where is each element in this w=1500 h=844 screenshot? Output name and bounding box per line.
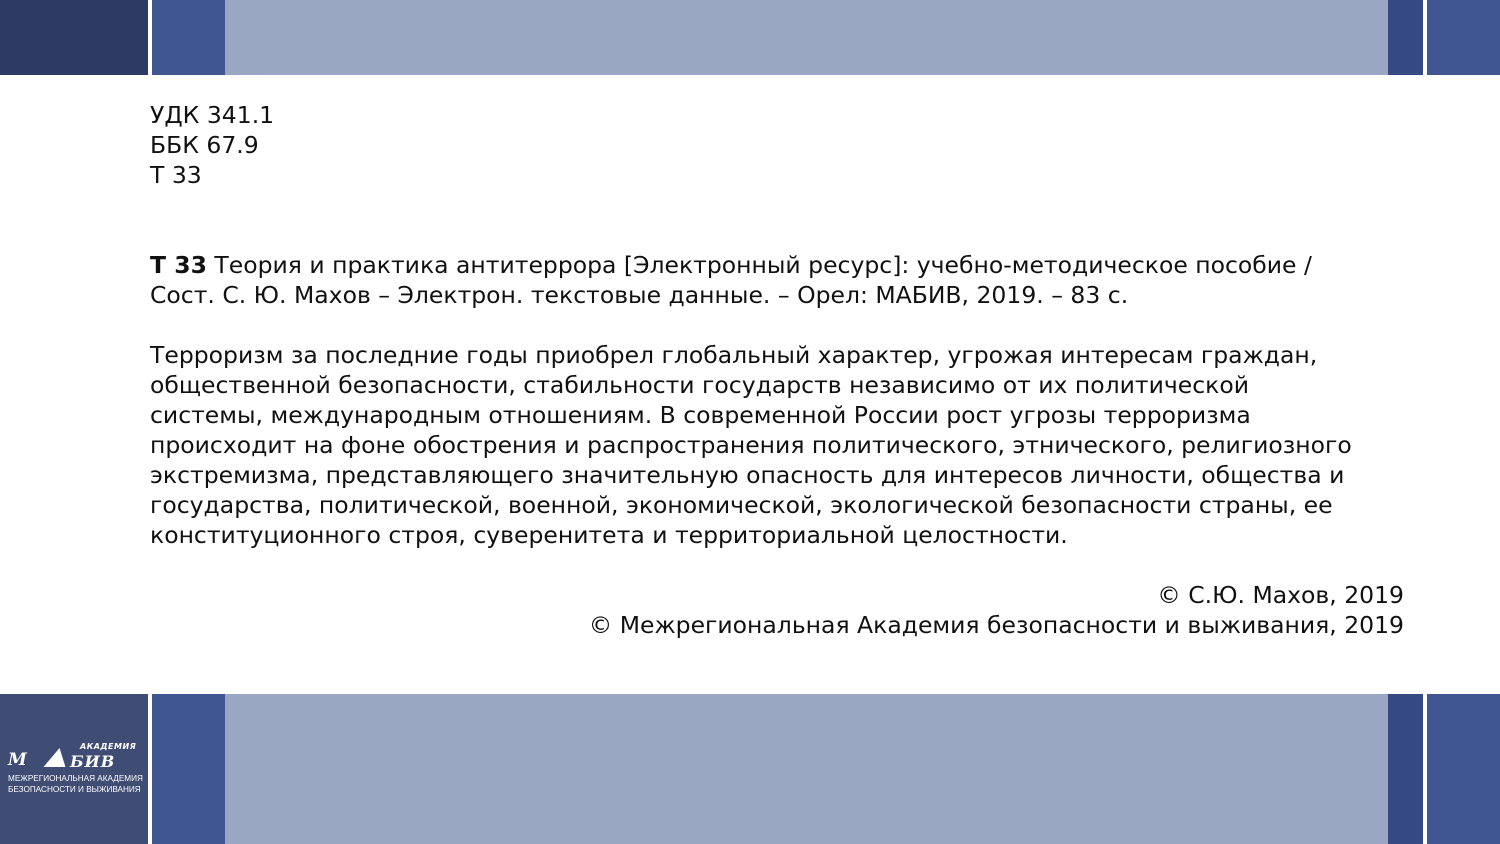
logo-word-left: М (8, 750, 29, 770)
logo-subtitle-line-1: МЕЖРЕГИОНАЛЬНАЯ АКАДЕМИЯ (8, 774, 143, 783)
author-mark: Т 33 (150, 161, 202, 189)
bbk-code: ББК 67.9 (150, 131, 259, 159)
abstract-line: государства, политической, военной, экономической, экологической безопасности страны, ее (150, 491, 1333, 519)
copyright-author: © С.Ю. Махов, 2019 (1157, 581, 1404, 609)
logo-word-right: БИВ (70, 752, 116, 771)
abstract-line: системы, международным отношениям. В современной России рост угрозы терроризма (150, 401, 1251, 429)
copyright-block (150, 580, 1410, 640)
biblio-code: Т 33 (150, 251, 207, 279)
classification-codes (150, 100, 1410, 190)
logo-subtitle (8, 773, 148, 795)
bottom-band-block-mid (152, 694, 225, 844)
abstract-line: происходит на фоне обострения и распространения политического, этнического, религиозного (150, 431, 1352, 459)
logo-academy-text: АКАДЕМИЯ (80, 742, 137, 751)
biblio-line-1 (150, 250, 1410, 280)
top-band-block-mid (152, 0, 225, 75)
bottom-decorative-band (0, 694, 1500, 844)
top-decorative-band (0, 0, 1500, 75)
copyright-academy: © Межрегиональная Академия безопасности и выживания, 2019 (588, 611, 1404, 639)
top-band-block-right (1427, 0, 1500, 75)
abstract-paragraph (150, 340, 1410, 550)
biblio-title: Теория и практика антитеррора [Электронный ресурс]: учебно-методическое пособие / (206, 251, 1312, 279)
top-band-block-navy (1388, 0, 1423, 75)
bottom-band-block-right (1427, 694, 1500, 844)
bottom-band-block-navy (1388, 694, 1423, 844)
top-band-block-light (225, 0, 1388, 75)
logo-subtitle-line-2: БЕЗОПАСНОСТИ И ВЫЖИВАНИЯ (8, 785, 141, 794)
abstract-line: Терроризм за последние годы приобрел глобальный характер, угрожая интересам граждан, (150, 341, 1318, 369)
bottom-band-block-light (225, 694, 1388, 844)
top-band-block-dark (0, 0, 148, 75)
udk-code: УДК 341.1 (150, 101, 275, 129)
abstract-line: конституционного строя, суверенитета и территориальной целостности. (150, 521, 1068, 549)
logo-panel (0, 694, 148, 844)
mabiv-logo (0, 694, 148, 844)
logo-wordmark (8, 742, 144, 771)
logo-triangle-icon (43, 748, 70, 767)
abstract-line: экстремизма, представляющего значительную опасность для интересов личности, общества и (150, 461, 1345, 489)
abstract-line: общественной безопасности, стабильности государств независимо от их политической (150, 371, 1249, 399)
document-body (150, 100, 1410, 640)
biblio-line-2: Сост. С. Ю. Махов – Электрон. текстовые данные. – Орел: МАБИВ, 2019. – 83 с. (150, 281, 1129, 309)
bibliographic-record (150, 250, 1410, 310)
